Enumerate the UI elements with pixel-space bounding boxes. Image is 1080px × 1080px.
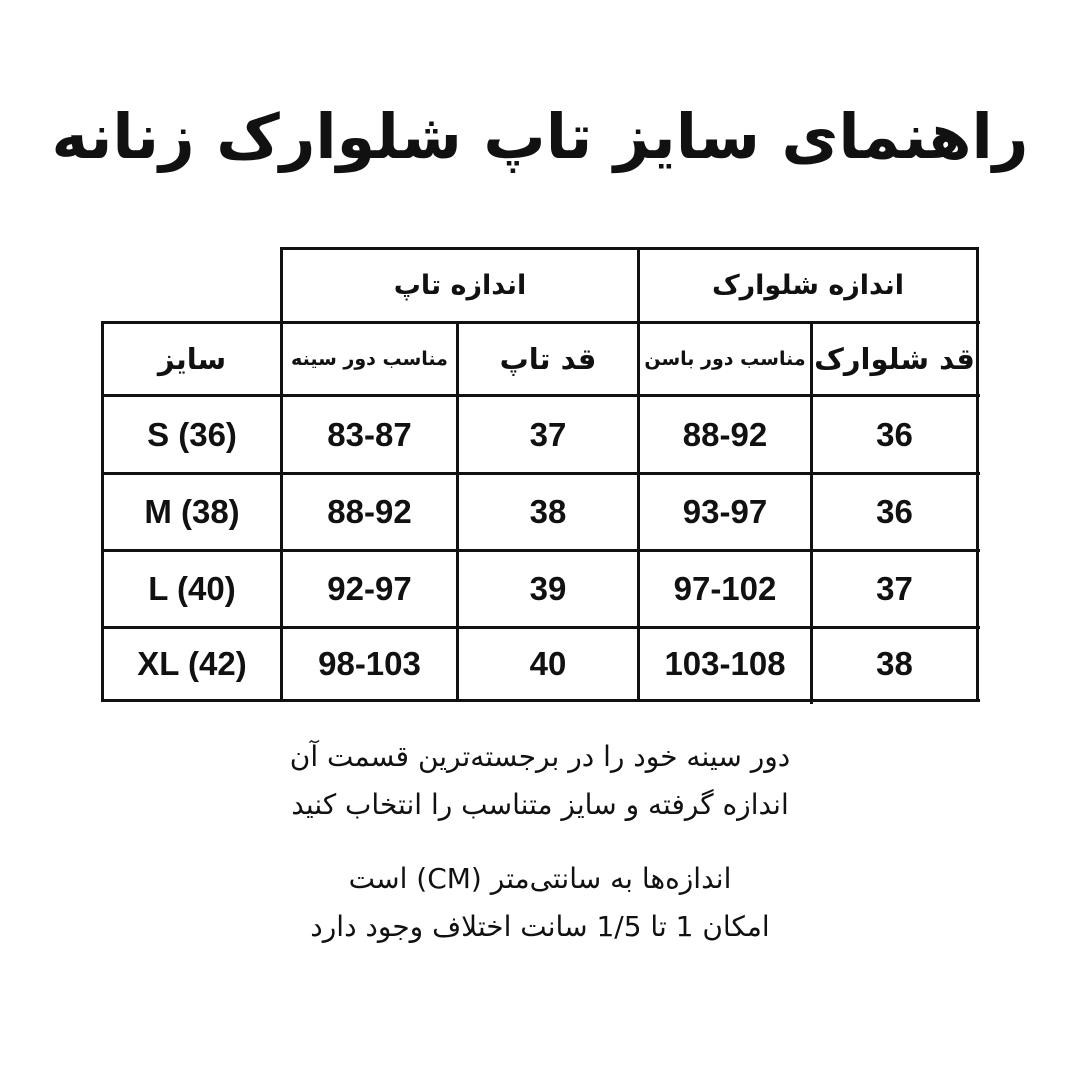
table-cell-hip: 97-102 — [673, 570, 777, 607]
table-cell-chest: 83-87 — [327, 415, 412, 453]
table-cell-top-length: 39 — [529, 570, 567, 607]
measure-note — [0, 733, 1080, 829]
column-header-top-length: قد تاپ — [499, 342, 597, 376]
unit-note — [0, 855, 1080, 951]
measure-note-line-1: دور سینه خود را در برجسته‌ترین قسمت آن — [289, 740, 791, 773]
measure-note-line-2: اندازه گرفته و سایز متناسب را انتخاب کنید — [291, 788, 789, 821]
table-cell-hip: 103-108 — [664, 645, 786, 682]
table-line-bottom — [101, 699, 980, 702]
table-cell-shorts-length: 38 — [876, 645, 913, 682]
column-header-hip: مناسب دور باسن — [644, 348, 806, 370]
table-cell-shorts-length: 36 — [876, 493, 913, 530]
unit-note-line-2: امکان 1 تا 1/5 سانت اختلاف وجود دارد — [310, 910, 770, 943]
table-cell-chest: 88-92 — [327, 493, 412, 530]
table-line-right — [976, 247, 979, 702]
table-cell-hip: 93-97 — [682, 493, 768, 530]
column-header-shorts-length: قد شلوارک — [814, 342, 975, 376]
table-cell-size: XL (42) — [137, 645, 247, 682]
table-cell-top-length: 37 — [529, 415, 567, 453]
table-cell-shorts-length: 37 — [876, 570, 913, 607]
table-cell-size: L (40) — [148, 570, 236, 607]
column-header-size: سایز — [157, 342, 227, 376]
column-header-chest: مناسب دور سینه — [291, 348, 448, 370]
unit-note-line-1: اندازه‌ها به سانتی‌متر (CM) است — [348, 862, 732, 895]
table-cell-hip: 88-92 — [682, 415, 768, 453]
table-cell-chest: 98-103 — [318, 645, 421, 682]
page-title: راهنمای سایز تاپ شلوارک زنانه — [51, 100, 1029, 173]
group-header-top: اندازه تاپ — [393, 270, 527, 301]
table-cell-top-length: 40 — [529, 645, 567, 682]
group-header-shorts: اندازه شلوارک — [711, 270, 905, 301]
table-cell-size: S (36) — [147, 415, 237, 453]
table-cell-size: M (38) — [144, 493, 240, 530]
table-cell-shorts-length: 36 — [876, 415, 913, 453]
table-cell-chest: 92-97 — [327, 570, 412, 607]
table-cell-top-length: 38 — [529, 493, 567, 530]
